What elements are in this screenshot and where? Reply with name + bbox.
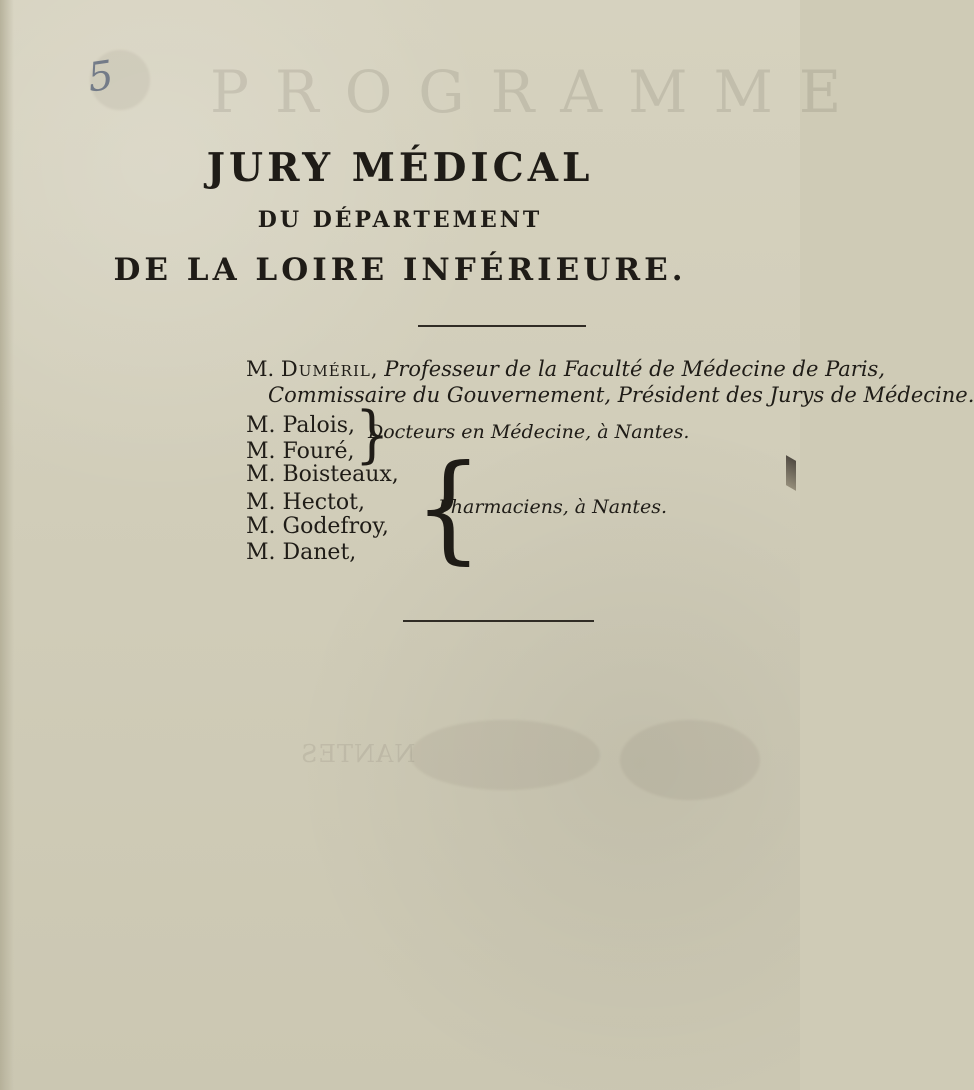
president-role-line-1: Professeur de la Faculté de Médecine de Paris, <box>384 357 885 381</box>
paper-stain <box>620 720 760 800</box>
title-main: JURY MÉDICAL <box>206 145 594 191</box>
pharmacist-name: M. Boisteaux, <box>246 462 399 487</box>
title-sub: DU DÉPARTEMENT <box>257 207 543 233</box>
president-role-line-2: Commissaire du Gouvernement, Président des Jurys de Médecine. <box>268 383 974 407</box>
doctor-name: M. Fouré, <box>246 439 355 464</box>
president-name: Duméril <box>280 357 371 381</box>
paper-stain <box>410 720 600 790</box>
pharmacist-name: M. Godefroy, <box>246 514 389 539</box>
doctors-brace: } <box>355 398 390 471</box>
pharmacist-name: M. Danet, <box>246 540 357 565</box>
edge-mark <box>786 455 796 491</box>
ghost-print-bottom: NANTES <box>300 740 416 768</box>
doctor-name: M. Palois, <box>246 413 356 438</box>
bottom-divider <box>403 620 594 622</box>
margin-annotation: 5 <box>84 52 117 102</box>
ghost-print-top: PROGRAMME <box>210 58 868 126</box>
president-prefix: M. <box>246 357 281 381</box>
pharmacists-label: Pharmaciens, à Nantes. <box>438 496 668 518</box>
president-line <box>246 357 885 381</box>
pharmacists-brace: { <box>414 440 483 576</box>
doctors-label: Docteurs en Médecine, à Nantes. <box>368 421 690 443</box>
president-suffix: , <box>370 357 385 381</box>
pharmacist-name: M. Hectot, <box>246 490 365 515</box>
top-divider <box>418 325 586 327</box>
title-region: DE LA LOIRE INFÉRIEURE. <box>113 252 687 288</box>
